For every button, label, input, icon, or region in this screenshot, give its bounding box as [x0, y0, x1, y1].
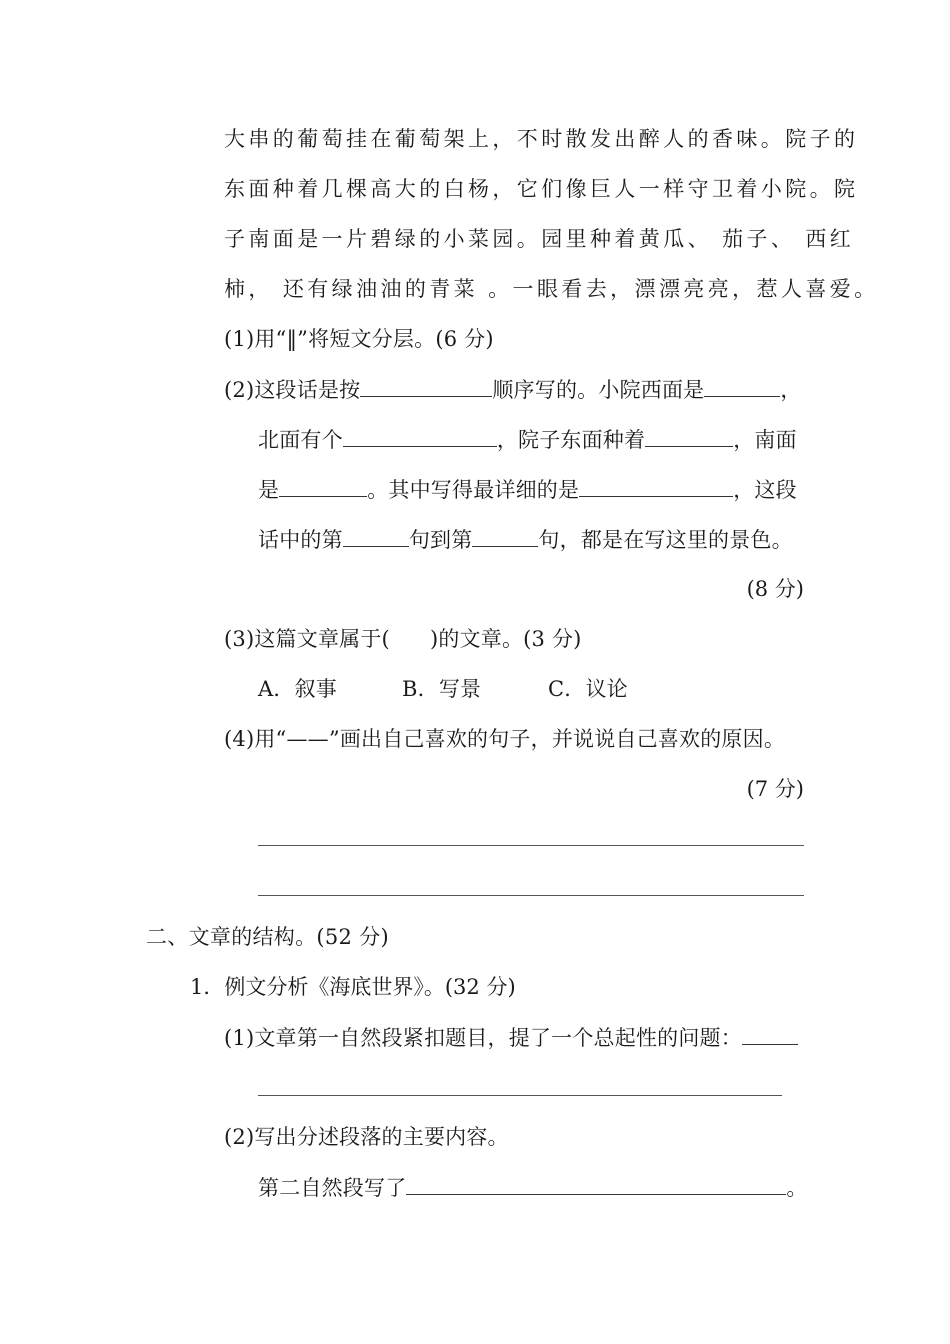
q2-blank-south[interactable]: [279, 474, 367, 497]
item1-q2-text-b: 。: [786, 1176, 808, 1200]
question-1: (1)用“‖”将短文分层。(6 分): [224, 327, 494, 351]
option-b[interactable]: B．写景: [402, 677, 482, 701]
q2-blank-north[interactable]: [343, 424, 497, 447]
question-2-line-2: [258, 424, 797, 455]
section-2-heading: 二、文章的结构。(52 分): [146, 925, 389, 949]
option-c[interactable]: C．议论: [548, 677, 628, 701]
passage-line-1: 大串的葡萄挂在葡萄架上，不时散发出醉人的香味。院子的: [224, 127, 859, 151]
q3-text-b: )的文章。(3 分): [429, 627, 582, 651]
item-1: 1．例文分析《海底世界》。(32 分): [190, 975, 516, 999]
question-2-line-3: [258, 474, 797, 505]
answer-line-1[interactable]: [258, 845, 804, 846]
q2-text-f: ，南面: [733, 428, 797, 452]
question-2-line-1: [224, 374, 802, 405]
q2-text-a: (2)这段话是按: [224, 378, 361, 402]
item1-q2-blank[interactable]: [406, 1172, 786, 1195]
item-1-question-2: (2)写出分述段落的主要内容。: [224, 1125, 509, 1149]
item-1-question-1: [224, 1022, 798, 1053]
item1-q1-blank[interactable]: [742, 1022, 798, 1045]
question-3-options: [258, 674, 628, 704]
q2-text-c: ，: [780, 378, 802, 402]
item1-q1-answer-line[interactable]: [258, 1095, 782, 1096]
question-4: (4)用“——”画出自己喜欢的句子，并说说自己喜欢的原因。: [224, 727, 786, 751]
passage-line-3: 子南面是一片碧绿的小菜园。园里种着黄瓜、 茄子、 西红: [224, 227, 855, 251]
q2-text-l: 句，都是在写这里的景色。: [538, 528, 793, 552]
question-2-score: (8 分): [746, 577, 804, 601]
q3-text-a: (3)这篇文章属于(: [224, 627, 390, 651]
question-4-score: (7 分): [746, 777, 804, 801]
q2-blank-west[interactable]: [704, 374, 780, 397]
passage-line-2: 东面种着几棵高大的白杨，它们像巨人一样守卫着小院。院: [224, 177, 859, 201]
q2-text-d: 北面有个: [258, 428, 343, 452]
item1-q2-text-a: 第二自然段写了: [258, 1176, 407, 1200]
item1-q1-text: (1)文章第一自然段紧扣题目，提了一个总起性的问题：: [224, 1026, 742, 1050]
q2-text-e: ，院子东面种着: [496, 428, 646, 452]
q2-blank-to[interactable]: [472, 524, 538, 547]
q2-blank-east[interactable]: [645, 424, 733, 447]
q2-text-i: ，这段: [733, 478, 797, 502]
q2-text-h: 。其中写得最详细的是: [367, 478, 580, 502]
q2-blank-from[interactable]: [343, 524, 409, 547]
q2-blank-order[interactable]: [360, 374, 492, 397]
item-1-question-2-sub: [258, 1172, 808, 1203]
option-a[interactable]: A．叙事: [258, 677, 337, 701]
q2-text-b: 顺序写的。小院西面是: [492, 378, 705, 402]
answer-line-2[interactable]: [258, 895, 804, 896]
q2-text-g: 是: [258, 478, 280, 502]
question-2-line-4: [258, 524, 793, 555]
question-3: [224, 624, 582, 654]
q2-text-k: 句到第: [408, 528, 473, 552]
q2-blank-detail[interactable]: [579, 474, 733, 497]
passage-line-4: 柿， 还有绿油油的青菜 。一眼看去，漂漂亮亮，惹人喜爱。: [224, 277, 879, 301]
q2-text-j: 话中的第: [258, 528, 343, 552]
